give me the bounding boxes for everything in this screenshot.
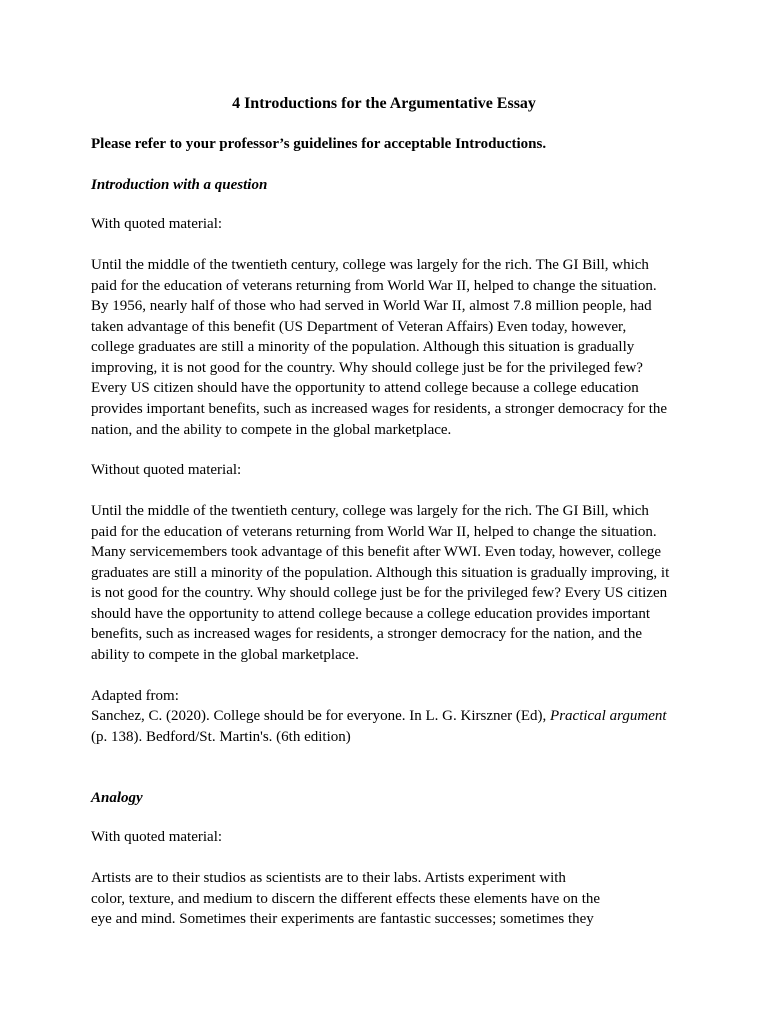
- paragraph-line: color, texture, and medium to discern the different effects these elements have on the: [91, 891, 601, 907]
- paragraph-line: Every US citizen should have the opportunity to attend college because a college education: [91, 380, 639, 396]
- adapted-from-label: Adapted from:: [91, 688, 179, 704]
- paragraph-line: should have the opportunity to attend college because a college education provides important: [91, 606, 650, 622]
- paragraph-line: taken advantage of this benefit (US Department of Veteran Affairs) Even today, however,: [91, 319, 627, 335]
- paragraph-line: Artists are to their studios as scientists are to their labs. Artists experiment with: [91, 870, 566, 886]
- citation-text: Sanchez, C. (2020). College should be for everyone. In L. G. Kirszner (Ed),: [91, 708, 551, 724]
- paragraph-line: paid for the education of veterans returning from World War II, helped to change the situation.: [91, 278, 657, 294]
- with-quoted-label: With quoted material:: [91, 216, 223, 232]
- paragraph-line: Many servicemembers took advantage of this benefit after WWI. Even today, however, college: [91, 544, 662, 560]
- paragraph-line: graduates are still a minority of the population. Although this situation is gradually improving, it: [91, 565, 670, 581]
- paragraph-line: improving, it is not good for the country. Why should college just be for the privileged few?: [91, 360, 643, 376]
- paragraph-line: nation, and the ability to compete in the global marketplace.: [91, 422, 452, 438]
- paragraph-line: ability to compete in the global marketplace.: [91, 647, 359, 663]
- paragraph-line: benefits, such as increased wages for residents, a stronger democracy for the nation, and the: [91, 626, 643, 642]
- citation: [91, 706, 667, 726]
- paragraph-line: eye and mind. Sometimes their experiments are fantastic successes; sometimes they: [91, 911, 594, 927]
- paragraph-line: provides important benefits, such as increased wages for residents, a stronger democracy for the: [91, 401, 668, 417]
- citation-continued: (p. 138). Bedford/St. Martin's. (6th edition): [91, 729, 351, 745]
- document-title: 4 Introductions for the Argumentative Essay: [232, 95, 536, 112]
- section-heading-analogy: Analogy: [91, 790, 143, 806]
- citation-book-title: Practical argument: [550, 708, 667, 724]
- without-quoted-label: Without quoted material:: [91, 462, 242, 478]
- paragraph-line: Until the middle of the twentieth century, college was largely for the rich. The GI Bill, which: [91, 503, 649, 519]
- paragraph-line: Until the middle of the twentieth century, college was largely for the rich. The GI Bill, which: [91, 257, 649, 273]
- section-heading-question: Introduction with a question: [91, 177, 268, 193]
- paragraph-line: paid for the education of veterans returning from World War II, helped to change the situation.: [91, 524, 657, 540]
- analogy-with-quoted-label: With quoted material:: [91, 829, 223, 845]
- guidelines-notice: Please refer to your professor’s guidelines for acceptable Introductions.: [91, 136, 547, 152]
- paragraph-line: college graduates are still a minority of the population. Although this situation is gradually: [91, 339, 635, 355]
- paragraph-line: By 1956, nearly half of those who had served in World War II, almost 7.8 million people, had: [91, 298, 652, 314]
- paragraph-line: is not good for the country. Why should college just be for the privileged few? Every US citizen: [91, 585, 668, 601]
